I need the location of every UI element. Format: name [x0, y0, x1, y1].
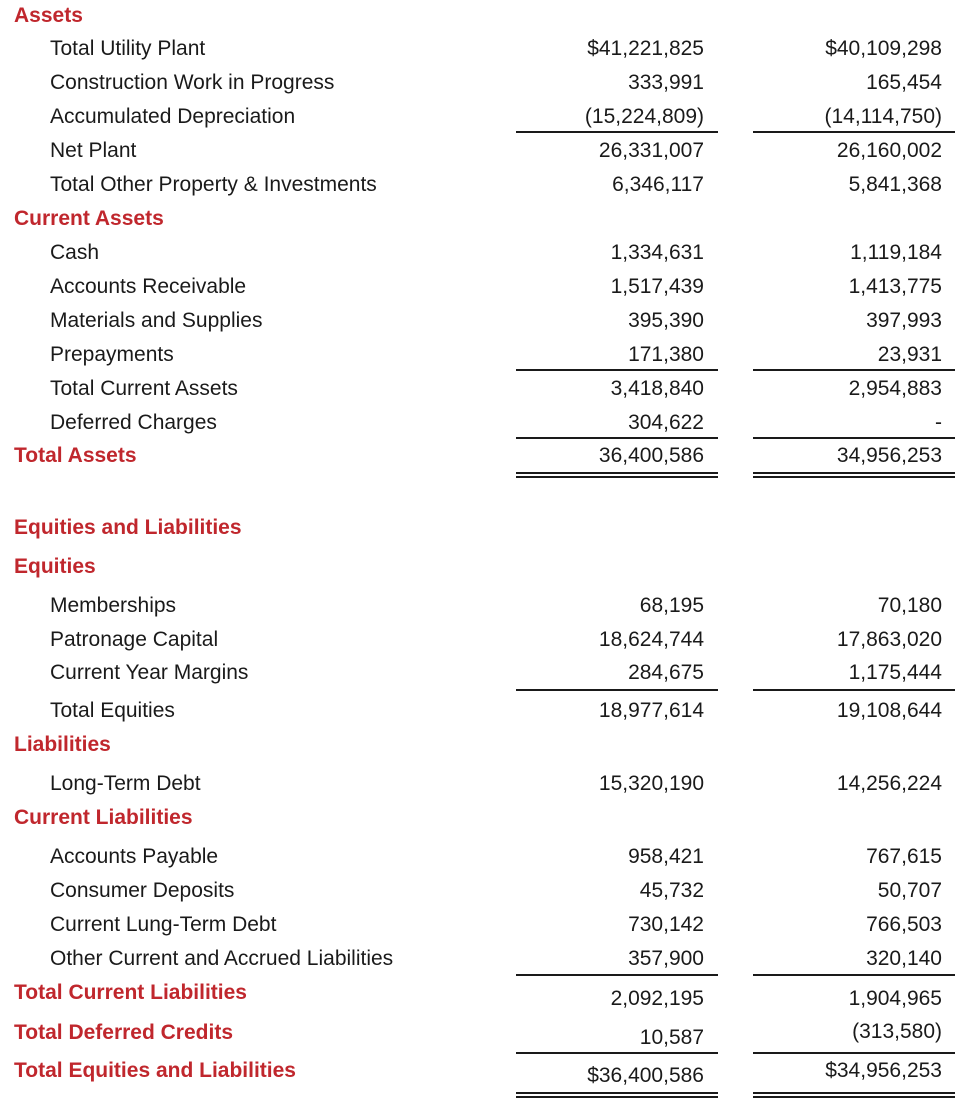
current-year-value: 18,977,614: [598, 699, 704, 722]
row-label: Consumer Deposits: [50, 879, 235, 902]
current-year-value: 1,334,631: [610, 241, 704, 264]
total-row: [0, 977, 980, 1009]
current-year-value: $41,221,825: [587, 37, 704, 60]
prior-year-value: 70,180: [877, 594, 942, 617]
prior-year-value: -: [935, 411, 942, 434]
row-label: Total Equities and Liabilities: [14, 1059, 296, 1082]
prior-year-value: 1,119,184: [850, 241, 942, 264]
table-row: [0, 841, 980, 873]
row-label: Cash: [50, 241, 100, 264]
current-year-value: 26,331,007: [598, 139, 704, 162]
row-label: Current Assets: [14, 207, 164, 230]
prior-year-value: 165,454: [866, 71, 942, 94]
subtotal-rule: [516, 437, 718, 439]
prior-year-value: 14,256,224: [836, 772, 942, 795]
table-row: [0, 407, 980, 439]
row-label: Assets: [14, 4, 83, 27]
prior-year-value: 34,956,253: [836, 444, 942, 467]
section-heading: [0, 203, 980, 235]
prior-year-value: 766,503: [866, 913, 942, 936]
current-year-value: $36,400,586: [587, 1064, 704, 1087]
current-year-value: 284,675: [628, 661, 704, 684]
total-double-rule: [516, 1092, 718, 1098]
row-label: Construction Work in Progress: [50, 71, 335, 94]
total-double-rule: [753, 472, 955, 478]
row-label: Equities and Liabilities: [14, 516, 242, 539]
prior-year-value: 320,140: [866, 947, 942, 970]
table-row: [0, 943, 980, 975]
current-year-value: 3,418,840: [610, 377, 704, 400]
current-year-value: 36,400,586: [598, 444, 704, 467]
row-label: Accounts Receivable: [50, 275, 247, 298]
prior-year-value: 767,615: [866, 845, 942, 868]
section-heading: [0, 729, 980, 761]
current-year-value: 1,517,439: [610, 275, 704, 298]
row-label: Total Utility Plant: [50, 37, 206, 60]
table-row: [0, 373, 980, 405]
current-year-value: 15,320,190: [598, 772, 704, 795]
subtotal-rule: [753, 131, 955, 133]
prior-year-value: 2,954,883: [848, 377, 942, 400]
section-heading: [0, 512, 980, 544]
table-row: [0, 169, 980, 201]
total-row: [0, 1055, 980, 1087]
table-row: [0, 67, 980, 99]
subtotal-rule: [516, 689, 718, 691]
current-year-value: 333,991: [628, 71, 704, 94]
prior-year-value: $40,109,298: [825, 37, 942, 60]
total-double-rule: [516, 472, 718, 478]
row-label: Prepayments: [50, 343, 174, 366]
row-label: Total Deferred Credits: [14, 1021, 233, 1044]
prior-year-value: 50,707: [877, 879, 942, 902]
row-label: Total Current Liabilities: [14, 981, 247, 1004]
current-year-value: 68,195: [639, 594, 704, 617]
subtotal-rule: [753, 437, 955, 439]
row-label: Memberships: [50, 594, 177, 617]
row-label: Total Assets: [14, 444, 137, 467]
table-row: [0, 271, 980, 303]
table-row: [0, 135, 980, 167]
prior-year-value: 1,175,444: [848, 661, 942, 684]
prior-year-value: 1,904,965: [848, 987, 942, 1010]
prior-year-value: 17,863,020: [836, 628, 942, 651]
row-label: Materials and Supplies: [50, 309, 263, 332]
row-label: Other Current and Accrued Liabilities: [50, 947, 394, 970]
prior-year-value: $34,956,253: [825, 1059, 942, 1082]
table-row: [0, 101, 980, 133]
table-row: [0, 624, 980, 656]
subtotal-rule: [753, 369, 955, 371]
total-row: [0, 440, 980, 472]
current-year-value: 304,622: [628, 411, 704, 434]
row-label: Long-Term Debt: [50, 772, 201, 795]
subtotal-rule: [753, 1052, 955, 1054]
subtotal-rule: [516, 369, 718, 371]
row-label: Total Other Property & Investments: [50, 173, 377, 196]
current-year-value: 395,390: [628, 309, 704, 332]
table-row: [0, 33, 980, 65]
row-label: Liabilities: [14, 733, 111, 756]
prior-year-value: 26,160,002: [836, 139, 942, 162]
current-year-value: 2,092,195: [610, 987, 704, 1010]
section-heading: [0, 802, 980, 834]
current-year-value: 18,624,744: [598, 628, 704, 651]
row-label: Current Year Margins: [50, 661, 249, 684]
row-label: Current Liabilities: [14, 806, 193, 829]
row-label: Current Lung-Term Debt: [50, 913, 277, 936]
subtotal-rule: [753, 974, 955, 976]
prior-year-value: 397,993: [866, 309, 942, 332]
row-label: Deferred Charges: [50, 411, 217, 434]
current-year-value: 958,421: [628, 845, 704, 868]
row-label: Net Plant: [50, 139, 137, 162]
total-row: [0, 1017, 980, 1049]
current-year-value: 357,900: [628, 947, 704, 970]
row-label: Total Equities: [50, 699, 175, 722]
row-label: Accumulated Depreciation: [50, 105, 296, 128]
subtotal-rule: [516, 974, 718, 976]
current-year-value: 730,142: [628, 913, 704, 936]
subtotal-rule: [516, 131, 718, 133]
subtotal-rule: [516, 1052, 718, 1054]
total-double-rule: [753, 1092, 955, 1098]
table-row: [0, 695, 980, 727]
prior-year-value: 5,841,368: [848, 173, 942, 196]
section-heading: [0, 551, 980, 583]
current-year-value: 171,380: [628, 343, 704, 366]
table-row: [0, 590, 980, 622]
current-year-value: 45,732: [639, 879, 704, 902]
current-year-value: 6,346,117: [612, 173, 704, 196]
row-label: Equities: [14, 555, 96, 578]
row-label: Total Current Assets: [50, 377, 238, 400]
section-heading: [0, 0, 980, 32]
prior-year-value: 1,413,775: [848, 275, 942, 298]
table-row: [0, 768, 980, 800]
table-row: [0, 875, 980, 907]
prior-year-value: (313,580): [852, 1020, 942, 1043]
subtotal-rule: [753, 689, 955, 691]
prior-year-value: 19,108,644: [836, 699, 942, 722]
row-label: Patronage Capital: [50, 628, 219, 651]
prior-year-value: (14,114,750): [824, 105, 942, 128]
row-label: Accounts Payable: [50, 845, 219, 868]
table-row: [0, 909, 980, 941]
table-row: [0, 657, 980, 689]
current-year-value: 10,587: [639, 1026, 704, 1049]
table-row: [0, 237, 980, 269]
prior-year-value: 23,931: [877, 343, 942, 366]
table-row: [0, 339, 980, 371]
current-year-value: (15,224,809): [584, 105, 704, 128]
table-row: [0, 305, 980, 337]
